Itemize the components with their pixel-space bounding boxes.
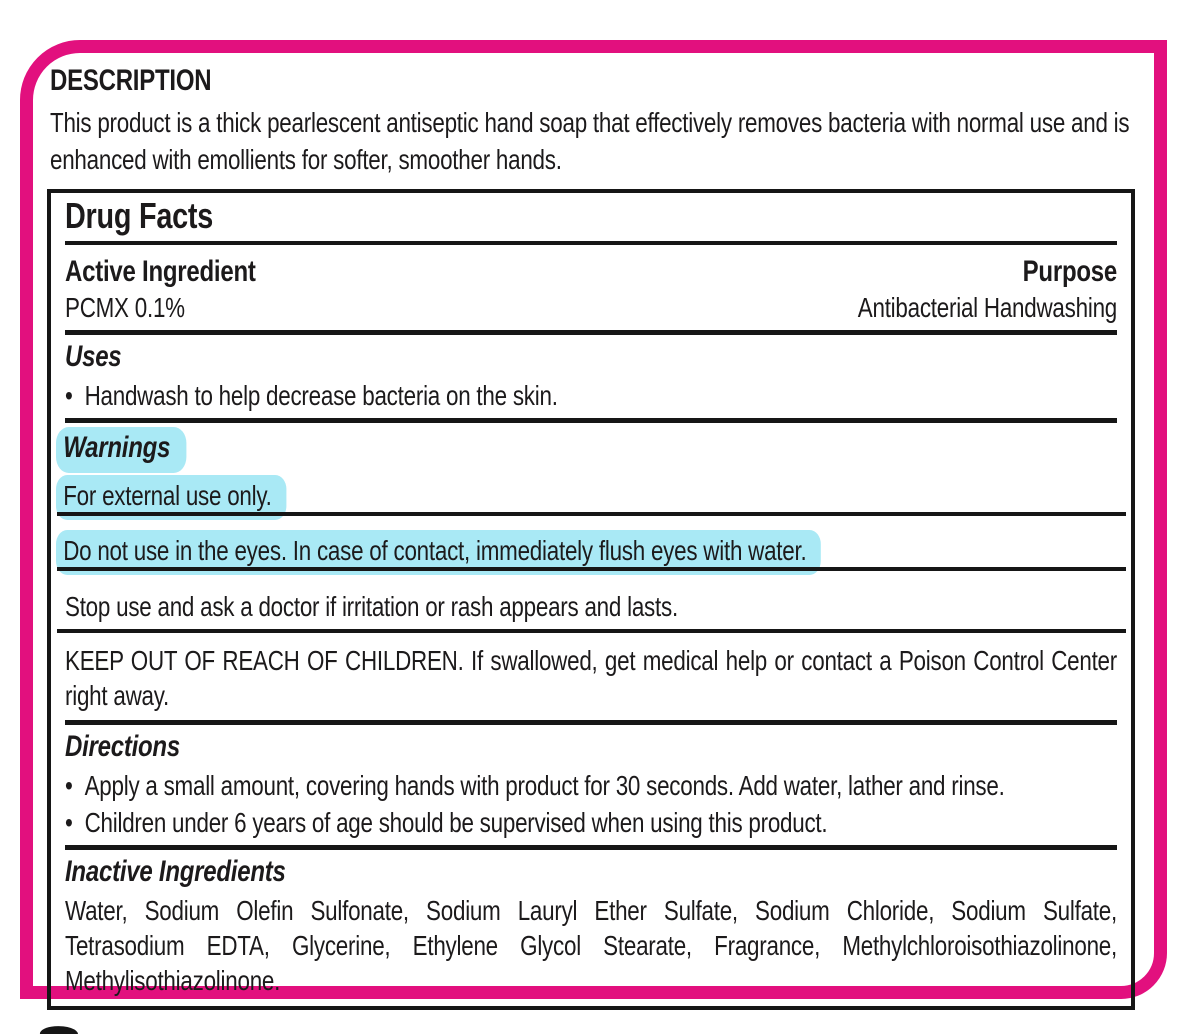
description-heading: DESCRIPTION [50,64,212,97]
purpose-value: Antibacterial Handwashing [857,292,1117,323]
active-ingredient-header-row [65,253,1117,290]
inactive-ingredients-heading: Inactive Ingredients [65,855,286,888]
active-ingredient-value-row [65,290,1117,325]
uses-item: • Handwash to help decrease bacteria on the skin. [65,378,1117,413]
stop-use-warning-row [65,589,1117,633]
directions-heading: Directions [65,730,180,763]
directions-item: • Children under 6 years of age should be supervised when using this product. [65,805,1117,840]
description-text: This product is a thick pearlescent antiseptic hand soap that effectively removes bacteria with normal use and is enhanced with emollients for softer, smoother hands. [50,107,1130,175]
purpose-heading: Purpose [1022,255,1117,288]
warnings-heading-row [65,427,1117,473]
directions-item: • Apply a small amount, covering hands with product for 30 seconds. Add water, lather and rinse. [65,768,1117,803]
partial-graphic [39,1025,78,1034]
active-ingredient-value: PCMX 0.1% [65,292,185,323]
active-ingredient-heading: Active Ingredient [65,255,256,288]
external-use-warning: For external use only. [56,475,286,520]
divider-hairline [57,512,1126,516]
drug-facts-title: Drug Facts [65,195,214,236]
divider-hairline [57,629,1126,633]
divider-thick [65,241,1117,245]
uses-heading: Uses [65,340,122,373]
divider-bar [65,845,1117,850]
eye-warning: Do not use in the eyes. In case of contact, immediately flush eyes with water. [56,530,821,575]
external-use-warning-row [65,475,1117,520]
stop-use-warning: Stop use and ask a doctor if irritation or rash appears and lasts. [65,591,678,622]
pink-border-frame [20,40,1167,999]
divider-hairline [57,567,1126,571]
divider-bar [65,330,1117,335]
divider-bar [65,720,1117,725]
eye-warning-row [65,530,1117,575]
divider-bar [65,418,1117,423]
drug-facts-panel [47,189,1135,1010]
warnings-heading: Warnings [56,427,186,473]
keep-out-warning: KEEP OUT OF REACH OF CHILDREN. If swallowed, get medical help or contact a Poison Control Center right away. [65,645,1117,711]
inactive-ingredients-list: Water, Sodium Olefin Sulfonate, Sodium Lauryl Ether Sulfate, Sodium Chloride, Sodium Sulfate, Tetrasodium EDTA, Glycerine, Ethylene Glycol Stearate, Fragrance, Methylchloroisothiazolinone, Methylisothiazolinone. [65,895,1117,996]
